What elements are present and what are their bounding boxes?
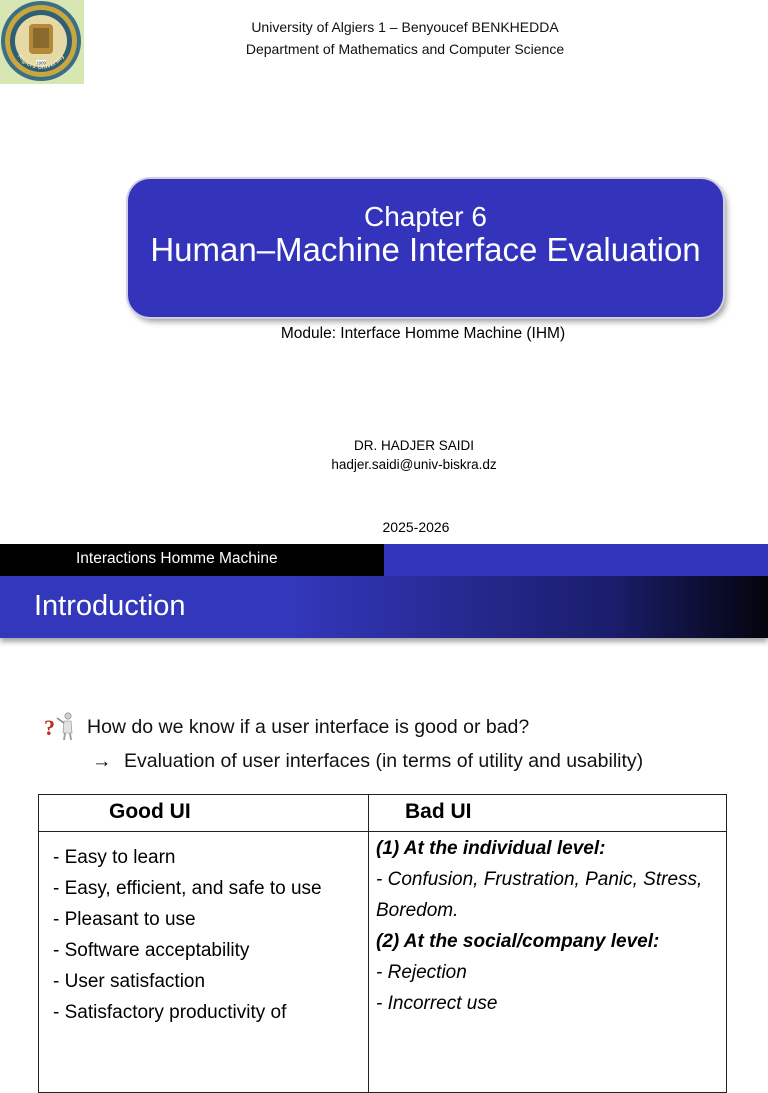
top-bar-accent (384, 544, 768, 576)
good-bad-ui-table (38, 794, 727, 1093)
course-name: Interactions Homme Machine (0, 544, 384, 576)
good-ui-header (39, 795, 369, 832)
seal-year: 1909 (35, 60, 47, 66)
chapter-title: Human–Machine Interface Evaluation (150, 231, 701, 268)
section-title: Introduction (34, 590, 186, 622)
list-item: - User satisfaction (53, 971, 206, 992)
chapter-label: Chapter 6 (364, 201, 487, 232)
list-item: - Confusion, Frustration, Panic, Stress, Boredom. (376, 869, 703, 921)
list-heading: (2) At the social/company level: (376, 931, 660, 952)
bad-ui-list (369, 832, 726, 1019)
list-heading: (1) At the individual level: (376, 838, 606, 859)
list-item: - Pleasant to use (53, 909, 196, 930)
chapter-title-box (128, 179, 723, 317)
slide-top-bar (0, 544, 768, 576)
question-text: How do we know if a user interface is good or bad? (87, 716, 530, 738)
list-item: - Software acceptability (53, 940, 250, 961)
table-row (39, 832, 727, 1093)
author-email: hadjer.saidi@univ-biskra.dz (331, 457, 497, 472)
department-name: Department of Mathematics and Computer Science (245, 41, 565, 57)
author-name: DR. HADJER SAIDI (353, 438, 475, 453)
university-name: University of Algiers 1 – Benyoucef BENKHEDDA (251, 19, 559, 35)
list-item: - Incorrect use (376, 993, 498, 1014)
bad-ui-header-label: Bad UI (405, 800, 472, 823)
bad-ui-header (369, 795, 727, 832)
list-item: - Satisfactory productivity of (53, 1002, 287, 1023)
svg-text:?: ? (44, 715, 55, 740)
answer-text: Evaluation of user interfaces (in terms of utility and usability) (124, 750, 644, 772)
module-label: Module: Interface Homme Machine (IHM) (280, 325, 566, 342)
bad-ui-cell (369, 832, 727, 1093)
list-item: - Easy, efficient, and safe to use (53, 878, 322, 899)
good-ui-header-label: Good UI (109, 800, 191, 823)
list-item: - Easy to learn (53, 847, 176, 868)
list-item: - Rejection (376, 962, 467, 983)
academic-year: 2025-2026 (382, 519, 450, 535)
section-header (0, 576, 768, 638)
good-ui-cell (39, 832, 369, 1093)
arrow-right-icon: → (92, 750, 112, 772)
seal-text: Algiers University (16, 52, 66, 71)
good-ui-list (39, 832, 368, 1028)
table-header-row (39, 795, 727, 832)
question-mark-icon (44, 711, 76, 741)
